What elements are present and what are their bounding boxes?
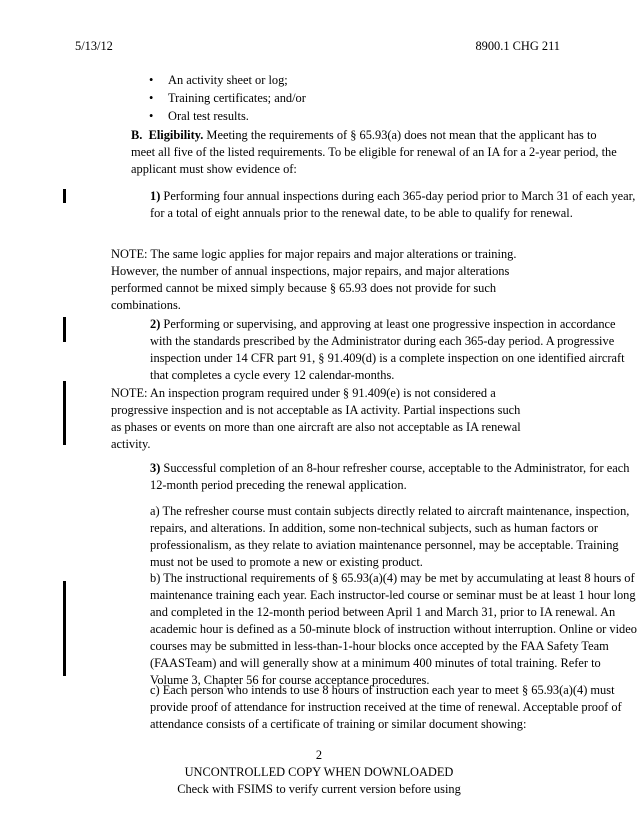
page-number: 2	[315, 748, 323, 762]
item-3-text: Successful completion of an 8-hour refresher course, acceptable to the Administrator, for each 12-month period preceding the renewal application.	[150, 461, 630, 492]
list-item: • Training certificates; and/or	[143, 90, 306, 108]
uncontrolled-copy-notice: UNCONTROLLED COPY WHEN DOWNLOADED	[184, 765, 454, 779]
sub-b-paragraph: b) The instructional requirements of § 65.93(a)(4) may be met by accumulating at least 8 hours of maintenance training each year. Each instructor-led course or seminar must be at least 1 hour long and completed in the 12-month period between April 1 and March 31, prior to IA renewal. An academic hour is defined as a 50-minute block of instruction without interruption. Online or video courses may be submitted in less-than-1-hour blocks once accepted by the FAA Safety Team (FAASTeam) and will generally show at a minimum 400 minutes of total training. Refer to Volume 3, Chapter 56 for course acceptance procedures.	[150, 571, 637, 687]
item-1-number: 1)	[150, 189, 161, 203]
note-2: NOTE: An inspection program required under § 91.409(e) is not considered a progressive inspection and is not acceptable as IA activity. Partial inspections such as phases or events on more than one aircraft are also not acceptable as IA renewal activity.	[111, 386, 521, 451]
item-3-paragraph	[75, 460, 638, 494]
section-b-text: Meeting the requirements of § 65.93(a) does not mean that the applicant has to meet all five of the listed requirements. To be eligible for renewal of an IA for a 2-year period, the applicant must show evidence of:	[131, 128, 617, 176]
section-b-paragraph	[75, 127, 619, 178]
item-1-text: Performing four annual inspections during each 365-day period prior to March 31 of each year, for a total of eight annuals prior to the renewal date, to be able to qualify for renewal.	[150, 189, 636, 220]
evidence-bullet-list	[143, 72, 306, 126]
change-bar	[63, 381, 66, 445]
item-2-paragraph	[75, 316, 638, 384]
fsims-verify-notice: Check with FSIMS to verify current version before using	[177, 782, 461, 796]
item-2-number: 2)	[150, 317, 161, 331]
sub-c-paragraph: c) Each person who intends to use 8 hours of instruction each year to meet § 65.93(a)(4) must provide proof of attendance for instruction received at the time of renewal. Acceptable proof of attendance consists of a certificate of training or similar document showing:	[150, 683, 622, 731]
change-bar	[63, 189, 66, 203]
note-1: NOTE: The same logic applies for major repairs and major alterations or training. However, the number of annual inspections, major repairs, and major alterations performed cannot be mixed simply because § 65.93 does not provide for such combinations.	[111, 247, 517, 312]
section-b-title: Eligibility.	[148, 128, 204, 142]
header-doc-id: 8900.1 CHG 211	[475, 39, 560, 53]
item-1-paragraph	[75, 188, 638, 222]
list-item: • An activity sheet or log;	[143, 72, 306, 90]
section-b-label: B.	[131, 128, 143, 142]
header-date: 5/13/12	[75, 39, 113, 53]
sub-a-paragraph: a) The refresher course must contain subjects directly related to aircraft maintenance, inspection, repairs, and alterations. In addition, some non-technical subjects, such as human factors or professionalism, as they relate to aviation maintenance personnel, may be acceptable. Training must not be used to promote a new or existing product.	[150, 504, 630, 569]
list-item: • Oral test results.	[143, 108, 306, 126]
change-bar	[63, 317, 66, 342]
item-3-number: 3)	[150, 461, 161, 475]
item-2-text: Performing or supervising, and approving at least one progressive inspection in accordance with the standards prescribed by the Administrator during each 365-day period. A progressive inspection under 14 CFR part 91, § 91.409(d) is a complete inspection on one identified aircraft that completes a cycle every 12 calendar-months.	[150, 317, 625, 382]
change-bar	[63, 581, 66, 676]
